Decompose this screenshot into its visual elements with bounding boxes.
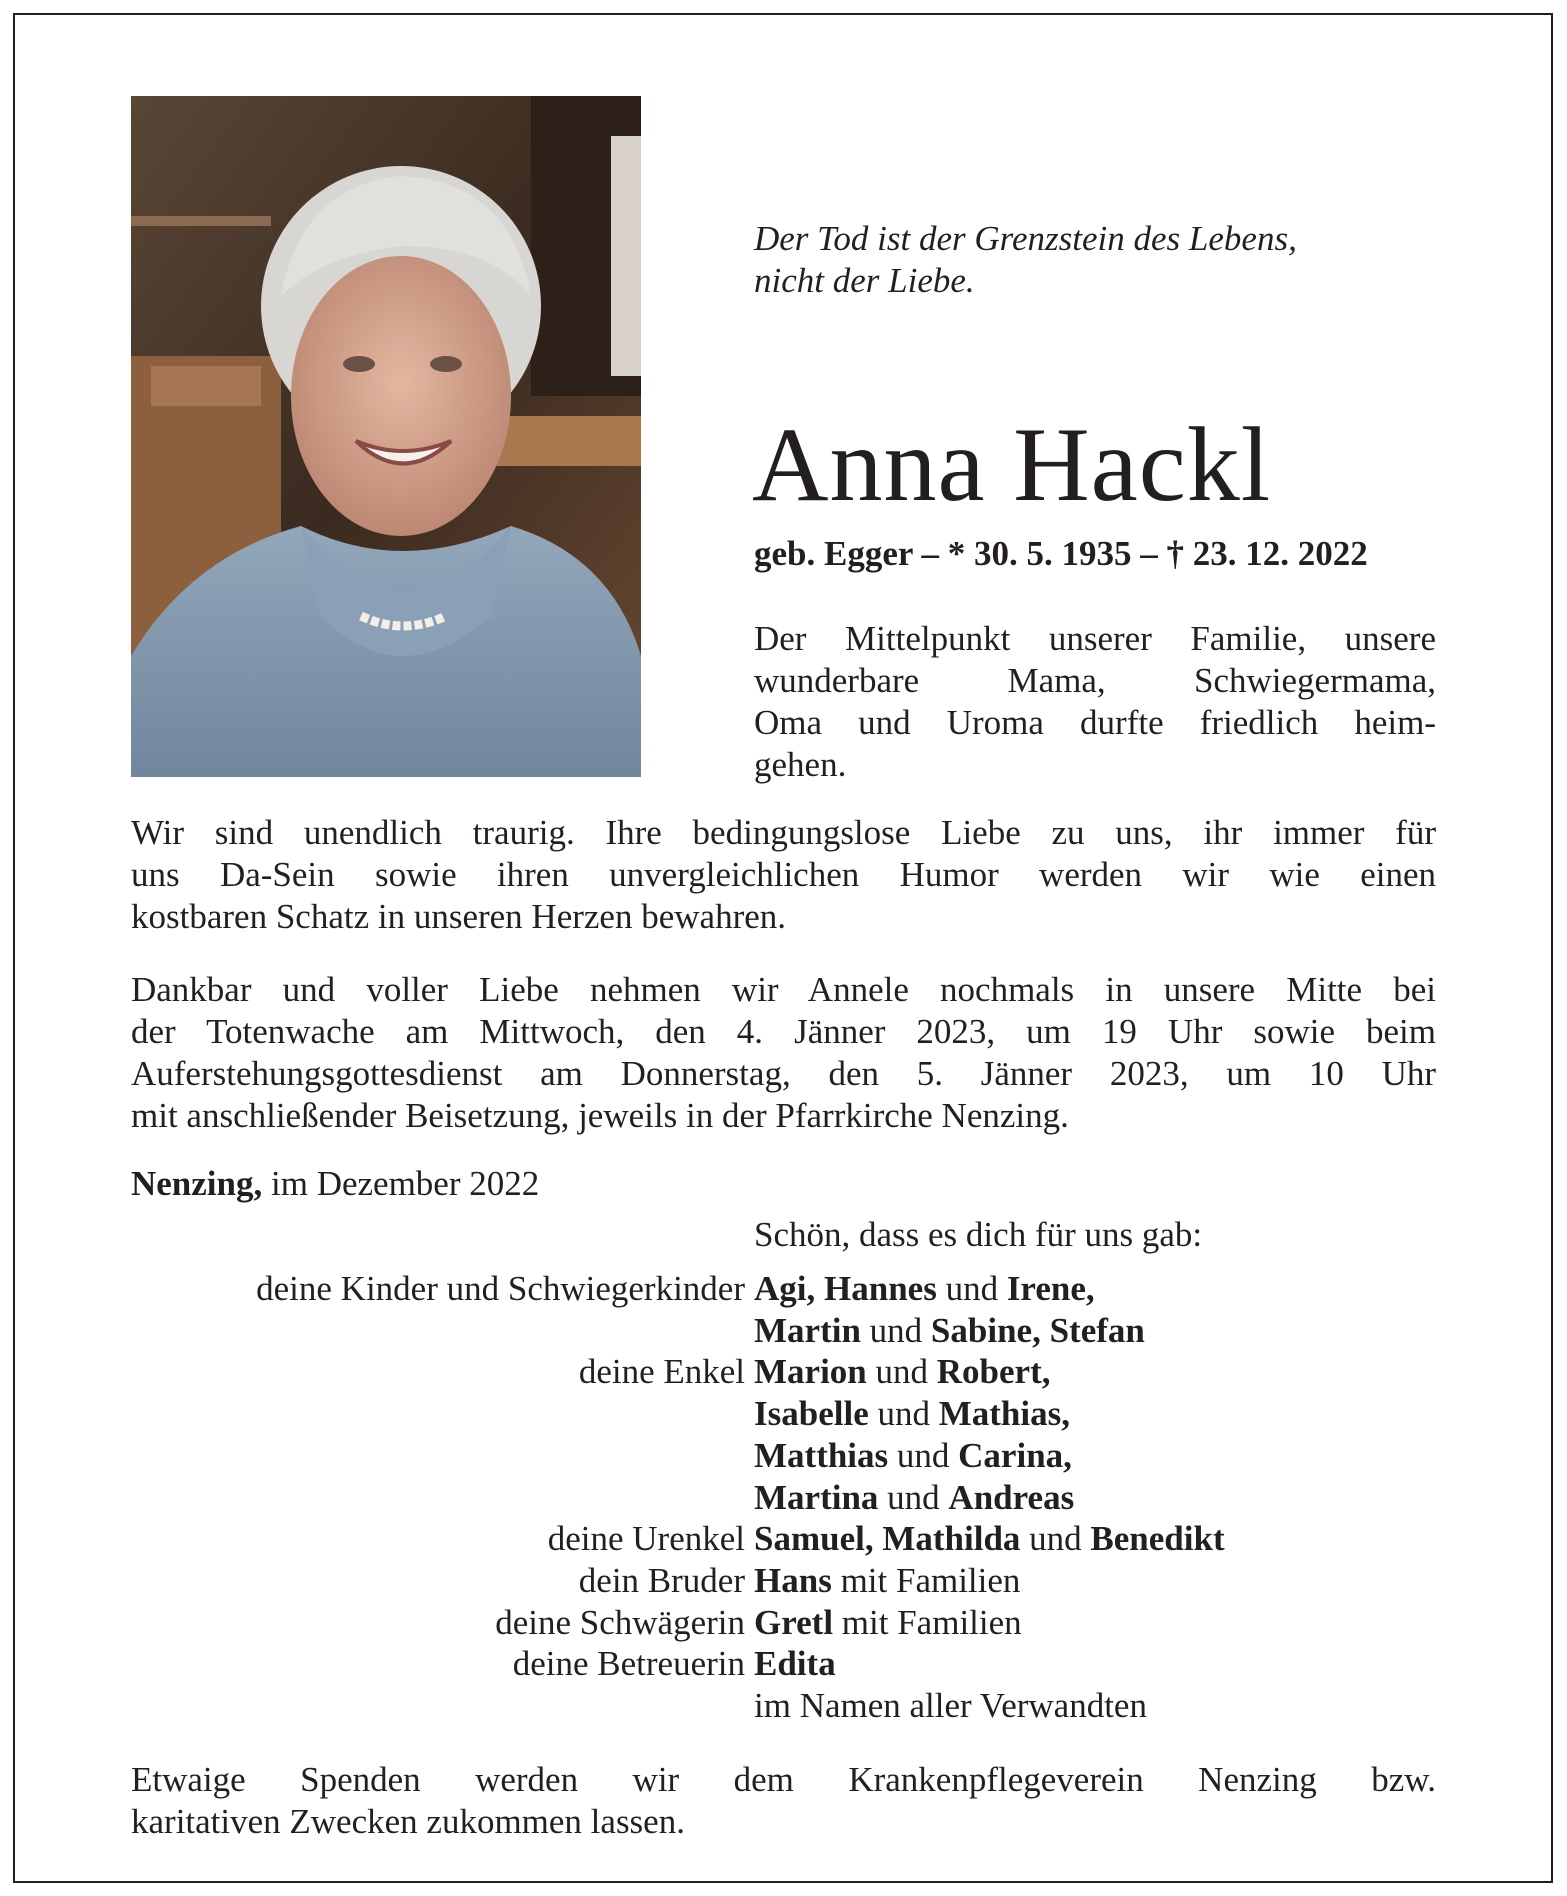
- family-names: [754, 1643, 836, 1685]
- family-row: [131, 1351, 1436, 1393]
- portrait-photo: [131, 96, 641, 777]
- family-name: Martina: [754, 1477, 879, 1517]
- text-line: gehen.: [754, 745, 847, 784]
- epigraph-quote: [754, 218, 1297, 302]
- thanks-line: Schön, dass es dich für uns gab:: [754, 1215, 1203, 1254]
- connector-text: mit Familien: [833, 1602, 1022, 1642]
- family-name: Irene,: [1006, 1269, 1095, 1308]
- place-month: im Dezember 2022: [262, 1164, 540, 1203]
- relation-label: deine Schwägerin: [495, 1602, 745, 1642]
- family-names: [754, 1310, 1145, 1352]
- text-line: Auferstehungsgottesdienst am Donnerstag, den 5. Jänner 2023, um 10 Uhr: [131, 1054, 1436, 1093]
- connector-text: und: [866, 1352, 937, 1392]
- family-name: Andreas: [948, 1477, 1075, 1517]
- relation-label: [131, 1477, 754, 1519]
- family-row: [131, 1268, 1436, 1310]
- family-row: [131, 1477, 1436, 1519]
- connector-text: mit Familien: [831, 1560, 1021, 1600]
- text-line: kostbaren Schatz in unseren Herzen bewahren.: [131, 897, 787, 936]
- family-row: [131, 1560, 1436, 1602]
- relation-label: [131, 1685, 754, 1727]
- family-names: [754, 1518, 1225, 1560]
- connector-text: und: [888, 1435, 959, 1475]
- family-names: [754, 1560, 1020, 1602]
- connector-text: und: [878, 1477, 949, 1517]
- text-line: Wir sind unendlich traurig. Ihre bedingungslose Liebe zu uns, ihr immer für: [131, 813, 1436, 852]
- family-name: Edita: [754, 1644, 836, 1684]
- family-row: [131, 1393, 1436, 1435]
- relation-label: deine Betreuerin: [512, 1644, 745, 1684]
- text-line: Etwaige Spenden werden wir dem Krankenpflegeverein Nenzing bzw.: [131, 1760, 1436, 1799]
- place-town: Nenzing,: [131, 1164, 263, 1203]
- family-name: Carina,: [958, 1435, 1072, 1475]
- family-row: [131, 1602, 1436, 1644]
- text-line: der Totenwache am Mittwoch, den 4. Jänner 2023, um 19 Uhr sowie beim: [131, 1012, 1436, 1051]
- family-row: [131, 1518, 1436, 1560]
- family-name: Isabelle: [754, 1394, 869, 1434]
- family-name: Gretl: [754, 1602, 834, 1642]
- funeral-details-paragraph: [131, 969, 1436, 1137]
- family-names: [754, 1268, 1095, 1310]
- birth-death-dates: geb. Egger – * 30. 5. 1935 – † 23. 12. 2022: [754, 534, 1368, 573]
- deceased-name: Anna Hackl: [752, 406, 1272, 523]
- family-row: [131, 1310, 1436, 1352]
- family-name: Martin: [754, 1310, 861, 1350]
- connector-text: und: [936, 1269, 1007, 1308]
- family-name: Mathias,: [938, 1394, 1070, 1434]
- connector-text: und: [868, 1394, 939, 1434]
- connector-text: und: [860, 1310, 931, 1350]
- family-name: Samuel, Mathilda: [754, 1519, 1021, 1559]
- text-line: mit anschließender Beisetzung, jeweils in der Pfarrkirche Nenzing.: [131, 1096, 1069, 1135]
- text-line: uns Da-Sein sowie ihren unvergleichlichen Humor werden wir wie einen: [131, 855, 1436, 894]
- family-names: [754, 1393, 1070, 1435]
- family-name: Marion: [754, 1352, 867, 1392]
- donation-paragraph: [131, 1759, 1436, 1843]
- family-names: [754, 1685, 1147, 1727]
- text-line: karitativen Zwecken zukommen lassen.: [131, 1802, 685, 1841]
- relation-label: deine Urenkel: [547, 1519, 745, 1559]
- connector-text: im Namen aller Verwandten: [754, 1686, 1147, 1726]
- text-line: Oma und Uroma durfte friedlich heim-: [754, 703, 1436, 742]
- family-row: [131, 1435, 1436, 1477]
- relation-label: [131, 1393, 754, 1435]
- family-name: Benedikt: [1090, 1519, 1225, 1559]
- text-line: wunderbare Mama, Schwiegermama,: [754, 661, 1436, 700]
- relation-label: [131, 1435, 754, 1477]
- quote-line: Der Tod ist der Grenzstein des Lebens,: [754, 219, 1297, 258]
- family-names: [754, 1477, 1074, 1519]
- family-name: Robert,: [936, 1352, 1051, 1392]
- family-name: Sabine, Stefan: [930, 1310, 1145, 1350]
- family-row: [131, 1685, 1436, 1727]
- relation-label: dein Bruder: [578, 1560, 745, 1600]
- family-list: [131, 1268, 1436, 1727]
- family-names: [754, 1435, 1072, 1477]
- relation-label: [131, 1310, 754, 1352]
- relation-label: deine Enkel: [578, 1352, 745, 1392]
- relation-label: deine Kinder und Schwiegerkinder: [256, 1269, 745, 1308]
- quote-line: nicht der Liebe.: [754, 261, 975, 300]
- family-names: [754, 1602, 1022, 1644]
- family-name: Hans: [754, 1560, 832, 1600]
- place-date: [131, 1163, 539, 1205]
- tribute-paragraph: [131, 812, 1436, 938]
- intro-paragraph: [754, 618, 1436, 786]
- text-line: Dankbar und voller Liebe nehmen wir Annele nochmals in unsere Mitte bei: [131, 970, 1436, 1009]
- connector-text: und: [1020, 1519, 1091, 1559]
- family-name: Matthias: [754, 1435, 889, 1475]
- text-line: Der Mittelpunkt unserer Familie, unsere: [754, 619, 1436, 658]
- family-row: [131, 1643, 1436, 1685]
- family-name: Agi, Hannes: [754, 1269, 937, 1308]
- family-names: [754, 1351, 1050, 1393]
